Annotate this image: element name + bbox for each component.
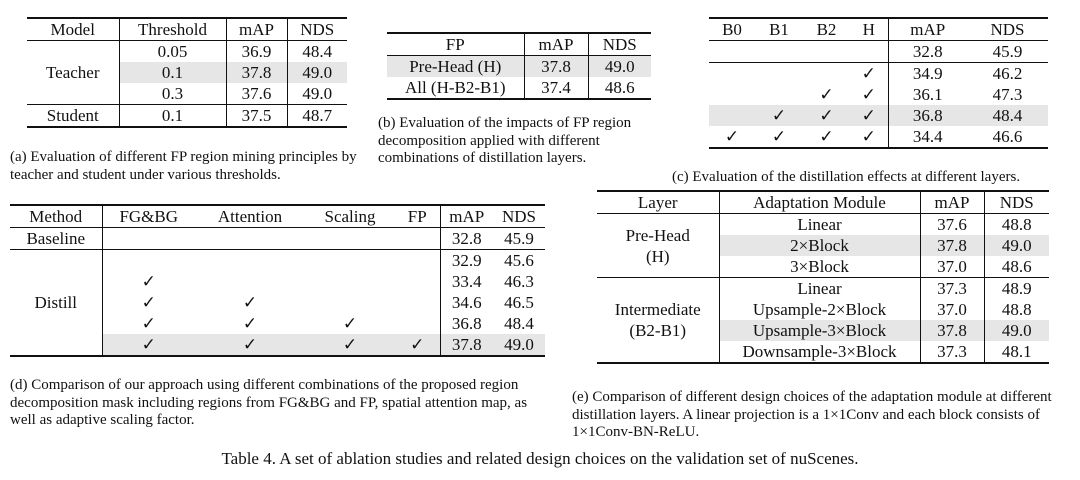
cell: 46.5: [504, 293, 534, 312]
check-cell: [195, 228, 305, 250]
check-cell: ✓: [850, 84, 888, 105]
check-cell: ✓: [819, 127, 834, 146]
cell: 48.8: [1001, 215, 1032, 234]
cell: All (H-B2-B1): [387, 77, 524, 99]
check-cell: [709, 105, 755, 126]
check-cell: ✓: [195, 334, 305, 356]
check-cell: ✓: [803, 105, 850, 126]
check-cell: [305, 228, 395, 250]
table-c-caption: (c) Evaluation of the distillation effects at different layers.: [672, 169, 1021, 185]
cell: 0.1: [119, 105, 226, 128]
cell: 48.8: [1001, 300, 1032, 319]
table-row: [27, 105, 347, 128]
cell: 48.6: [604, 78, 635, 97]
cell: 0.3: [119, 83, 226, 105]
cell: 3×Block: [719, 256, 920, 278]
table-c-header: [709, 18, 1048, 41]
cell: 49.0: [984, 235, 1049, 256]
prehead-label-line: (H): [645, 246, 670, 266]
cell: Pre-Head (H): [387, 56, 524, 78]
check-cell: [102, 250, 195, 272]
cell: 48.9: [1001, 279, 1032, 298]
col-header: B0: [722, 20, 742, 39]
col-header: mAP: [910, 20, 946, 39]
cell: 37.8: [524, 56, 588, 78]
table-b-header: [387, 33, 651, 56]
check-cell: [755, 41, 803, 63]
table-d: [10, 204, 545, 357]
cell: 48.4: [967, 105, 1048, 126]
col-header: H: [850, 18, 888, 41]
check-cell: [395, 313, 440, 334]
table-row: [10, 250, 545, 272]
check-cell: ✓: [850, 105, 888, 126]
table-row: [387, 56, 651, 78]
check-cell: [803, 41, 850, 63]
col-header: mAP: [449, 207, 485, 226]
cell: Linear: [719, 214, 920, 236]
cell: Upsample-3×Block: [719, 320, 920, 341]
col-header: mAP: [226, 18, 287, 41]
table-e: [597, 190, 1049, 364]
cell: 46.3: [504, 272, 534, 291]
col-header: B2: [816, 20, 837, 39]
col-header: B1: [769, 20, 789, 39]
cell: 37.5: [226, 105, 287, 128]
cell: Linear: [719, 278, 920, 300]
cell: 48.6: [1001, 257, 1032, 276]
cell: 37.4: [524, 77, 588, 99]
cell: 36.1: [912, 85, 943, 104]
cell: 49.0: [588, 56, 651, 78]
teacher-label: Teacher: [27, 41, 119, 105]
cell: 45.6: [504, 251, 534, 270]
check-cell: [395, 228, 440, 250]
prehead-label-line: Pre-Head: [625, 225, 690, 245]
main-caption: Table 4. A set of ablation studies and related design choices on the validation set of nuScenes.: [221, 449, 859, 468]
check-cell: [395, 271, 440, 292]
check-cell: [195, 271, 305, 292]
cell: 48.4: [504, 314, 534, 333]
check-cell: ✓: [141, 272, 156, 291]
check-cell: ✓: [102, 334, 195, 356]
table-c-block: [709, 17, 1048, 149]
cell: 37.8: [920, 320, 984, 341]
check-cell: [755, 63, 803, 85]
check-cell: [755, 84, 803, 105]
check-cell: ✓: [850, 126, 888, 148]
col-header: NDS: [990, 20, 1025, 39]
check-cell: [709, 63, 755, 85]
cell: 49.0: [302, 84, 333, 103]
cell: 36.8: [451, 314, 482, 333]
cell: 48.7: [302, 106, 333, 125]
col-header: Threshold: [119, 18, 226, 41]
check-cell: ✓: [724, 127, 740, 146]
check-cell: ✓: [141, 314, 156, 333]
table-row: [709, 84, 1048, 105]
table-row: [709, 105, 1048, 126]
cell: 37.3: [920, 341, 984, 363]
cell: 45.9: [504, 229, 534, 248]
student-label: Student: [27, 105, 119, 128]
cell: 37.6: [920, 214, 984, 236]
col-header: Model: [27, 18, 119, 41]
cell: 45.9: [992, 42, 1023, 61]
check-cell: [305, 271, 395, 292]
intermediate-label-line: (B2-B1): [629, 321, 687, 340]
check-cell: ✓: [305, 334, 395, 356]
cell: 47.3: [992, 85, 1023, 104]
table-a: [27, 17, 347, 128]
cell: 48.4: [302, 42, 333, 61]
col-header: Layer: [597, 191, 719, 214]
cell: 37.8: [226, 62, 287, 83]
cell: 46.6: [992, 127, 1023, 146]
baseline-label: Baseline: [10, 228, 102, 250]
cell: 34.4: [912, 127, 943, 146]
check-cell: ✓: [771, 127, 787, 146]
check-cell: ✓: [755, 105, 803, 126]
table-b-caption: (b) Evaluation of the impacts of FP region decomposition applied with different combinations of distillation layers.: [378, 115, 632, 166]
table-row: [597, 214, 1049, 236]
table-e-caption: (e) Comparison of different design choices of the adaptation module at different distillation layers. A linear projection is a 1×1Conv and each block consists of 1×1Conv-BN-ReLU.: [572, 389, 1052, 440]
intermediate-label-line: Intermediate: [614, 300, 701, 319]
check-cell: ✓: [242, 314, 258, 333]
table-e-header: [597, 191, 1049, 214]
check-cell: ✓: [242, 293, 258, 312]
col-header: FG&BG: [119, 207, 179, 226]
distill-label: Distill: [10, 250, 102, 357]
check-cell: [803, 63, 850, 85]
col-header: FP: [387, 33, 524, 56]
check-cell: [850, 41, 888, 63]
cell: 37.8: [440, 334, 493, 356]
cell: 34.6: [451, 293, 482, 312]
col-header: NDS: [300, 20, 335, 39]
cell: 36.8: [888, 105, 967, 126]
cell: 37.6: [226, 83, 287, 105]
cell: 34.9: [912, 64, 943, 83]
check-cell: [102, 228, 195, 250]
check-cell: [395, 292, 440, 313]
table-row: [709, 41, 1048, 63]
table-a-caption: (a) Evaluation of different FP region mining principles by teacher and student under various thresholds.: [10, 149, 357, 183]
cell: 0.05: [119, 41, 226, 63]
check-cell: [305, 292, 395, 313]
col-header: NDS: [999, 193, 1034, 212]
cell: 37.0: [920, 256, 984, 278]
table-d-header: [10, 205, 545, 228]
table-a-block: [27, 17, 347, 128]
cell: 0.1: [119, 62, 226, 83]
check-cell: [395, 250, 440, 272]
table-row: [709, 126, 1048, 148]
check-cell: ✓: [342, 314, 358, 333]
col-header: FP: [395, 205, 440, 228]
check-cell: [305, 250, 395, 272]
cell: 49.0: [984, 320, 1049, 341]
cell: 36.9: [226, 41, 287, 63]
cell: 2×Block: [719, 235, 920, 256]
col-header: NDS: [501, 207, 536, 226]
cell: 37.0: [920, 299, 984, 320]
cell: 32.9: [451, 251, 482, 270]
cell: 37.3: [920, 278, 984, 300]
cell: Upsample-2×Block: [719, 299, 920, 320]
check-cell: [709, 84, 755, 105]
table-row: [10, 228, 545, 250]
table-d-block: [10, 204, 545, 357]
table-e-block: [597, 190, 1049, 364]
check-cell: ✓: [141, 293, 156, 312]
col-header: mAP: [524, 33, 588, 56]
check-cell: [709, 41, 755, 63]
table-row: [27, 41, 347, 63]
col-header: mAP: [920, 191, 984, 214]
check-cell: ✓: [850, 63, 888, 85]
check-cell: ✓: [819, 85, 834, 104]
cell: Downsample-3×Block: [719, 341, 920, 363]
prehead-label: [597, 214, 719, 278]
table-b-block: [387, 32, 651, 100]
cell: 49.0: [287, 62, 347, 83]
table-row: [597, 278, 1049, 300]
cell: 37.8: [920, 235, 984, 256]
col-header: Method: [10, 205, 102, 228]
cell: 46.2: [992, 64, 1023, 83]
col-header: Scaling: [324, 207, 376, 226]
check-cell: [195, 250, 305, 272]
table-c: [709, 17, 1048, 149]
cell: 48.1: [1001, 342, 1032, 361]
intermediate-label: [597, 278, 719, 364]
cell: 49.0: [493, 334, 545, 356]
table-a-header: [27, 18, 347, 41]
col-header: NDS: [602, 35, 637, 54]
cell: 33.4: [451, 272, 482, 291]
cell: 32.8: [912, 42, 943, 61]
table-row: [709, 63, 1048, 85]
table-row: [387, 77, 651, 99]
check-cell: ✓: [395, 334, 440, 356]
col-header: Attention: [217, 207, 283, 226]
table-d-caption: (d) Comparison of our approach using different combinations of the proposed region decomposition mask including regions from FG&BG and FP, spatial attention map, as well as adaptive scaling factor.: [10, 377, 528, 428]
col-header: Adaptation Module: [719, 191, 920, 214]
table-b: [387, 32, 651, 100]
cell: 32.8: [451, 229, 482, 248]
